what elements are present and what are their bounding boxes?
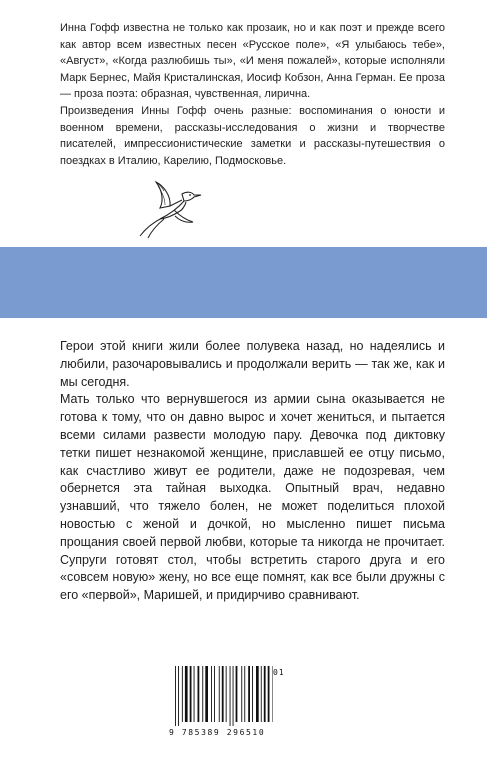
- barcode-bars: [175, 666, 273, 726]
- book-annotation: [60, 338, 445, 605]
- barcode-bar: [241, 666, 242, 722]
- barcode-bar: [219, 666, 220, 722]
- barcode-number: 9 785389 296510: [169, 728, 266, 737]
- barcode-bar: [226, 666, 227, 722]
- barcode-bar: [244, 666, 245, 722]
- author-paragraph-1: Инна Гофф известна не только как прозаик, но и как поэт и прежде всего как автор всем известных песен «Русское поле», «Я улыбаюсь тебе», «Август», «Когда разлюбишь ты», «И меня пожалей», которые исполняли Марк Бернес, Майя Кристалинская, Иосиф Кобзон, Анна Герман. Ее проза — проза поэта: образная, чувственная, лирична.: [60, 22, 445, 101]
- barcode-bar: [230, 666, 231, 726]
- color-band: [0, 247, 487, 318]
- barcode-bar: [236, 666, 238, 722]
- barcode-bar: [211, 666, 212, 722]
- barcode: [169, 666, 296, 742]
- barcode-bar: [198, 666, 200, 722]
- annotation-paragraph-2: Мать только что вернувшегося из армии сына оказывается не готова к тому, что он давно вырос и хочет жениться, и пытается всеми силами развести молодую пару. Девочка под диктовку тетки пишет незнакомой женщине, приславшей ее отцу письмо, как счастливо живут ее родители, даже не подозревая, чем обернется эта тайная выходка. Опытный врач, недавно узнавший, что тяжело болен, не может поделиться плохой новостью с женой и дочкой, но мысленно пишет письма прощания своей первой любви, которые та никогда не прочитает. Супруги готовят стол, чтобы встретить старого друга и его «совсем новую» жену, но все еще помнят, как все были дружны с его «первой», Маришей, и придирчиво сравнивают.: [60, 392, 445, 603]
- barcode-bar: [261, 666, 262, 722]
- barcode-bar: [268, 666, 270, 722]
- barcode-bar: [264, 666, 266, 722]
- barcode-bar: [185, 666, 188, 722]
- barcode-bar: [214, 666, 215, 722]
- barcode-bar: [202, 666, 203, 722]
- barcode-bar: [248, 666, 250, 722]
- annotation-paragraph-1: Герои этой книги жили более полувека назад, но надеялись и любили, разочаровывались и продолжали верить — так же, как и мы сегодня.: [60, 339, 445, 389]
- barcode-bar: [256, 666, 259, 722]
- author-paragraph-2: Произведения Инны Гофф очень разные: воспоминания о юности и военном времени, рассказы-исследования о жизни и творчестве писателей, импрессионистические заметки и рассказы-путешествия о поездках в Италию, Карелию, Подмосковье.: [60, 104, 445, 167]
- barcode-bar: [205, 666, 208, 722]
- barcode-bar: [233, 666, 234, 726]
- barcode-bar: [222, 666, 224, 722]
- barcode-bar: [194, 666, 195, 722]
- barcode-bar: [252, 666, 253, 722]
- barcode-addon: 01: [273, 668, 285, 677]
- barcode-bar: [175, 666, 176, 726]
- author-description: [60, 20, 445, 169]
- barcode-bar: [178, 666, 179, 726]
- barcode-bar: [190, 666, 192, 722]
- barcode-bar: [182, 666, 183, 722]
- bird-icon: [138, 178, 206, 240]
